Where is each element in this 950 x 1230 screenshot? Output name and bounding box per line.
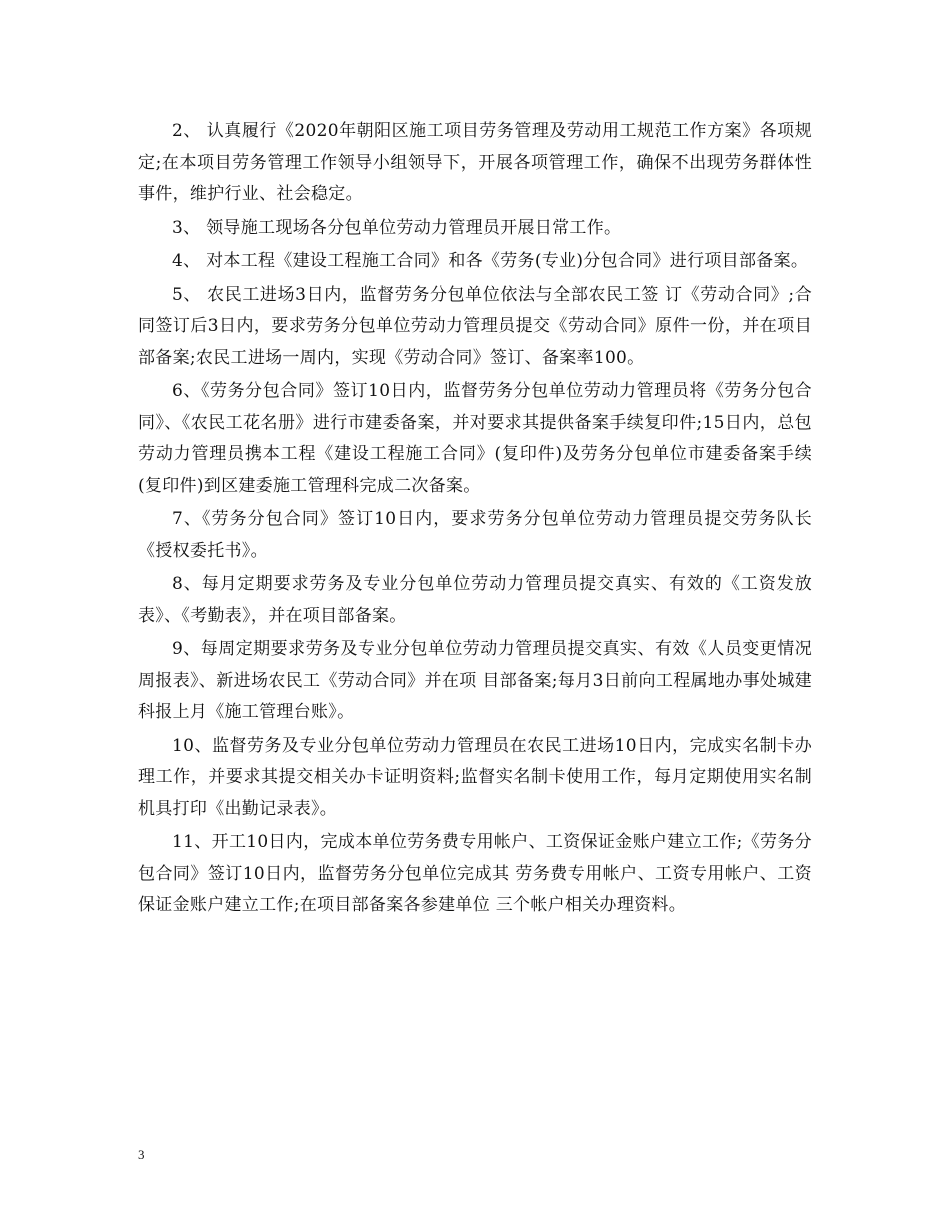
document-body	[138, 116, 812, 924]
paragraph-item-7: 7、《劳务分包合同》签订10日内，要求劳务分包单位劳动力管理员提交劳务队长《授权委托书》。	[138, 509, 812, 561]
paragraph-item-11: 11、开工10日内，完成本单位劳务费专用帐户、工资保证金账户建立工作;《劳务分包合同》签订10日内，监督劳务分包单位完成其 劳务费专用帐户、工资专用帐户、工资保证金账户建立工作;在项目部备案各参建单位 三个帐户相关办理资料。	[138, 832, 812, 915]
paragraph-item-9: 9、每周定期要求劳务及专业分包单位劳动力管理员提交真实、有效《人员变更情况周报表》、新进场农民工《劳动合同》并在项 目部备案;每月3日前向工程属地办事处城建科报上月《施工管理台账》。	[138, 639, 812, 722]
paragraph-item-3: 3、 领导施工现场各分包单位劳动力管理员开展日常工作。	[172, 217, 622, 238]
paragraph-item-5: 5、 农民工进场3日内，监督劳务分包单位依法与全部农民工签 订《劳动合同》;合同签订后3日内，要求劳务分包单位劳动力管理员提交《劳动合同》原件一份，并在项目部备案;农民工进场一周内，实现《劳动合同》签订、备案率100。	[138, 284, 812, 368]
paragraph-item-10: 10、监督劳务及专业分包单位劳动力管理员在农民工进场10日内，完成实名制卡办理工作，并要求其提交相关办卡证明资料;监督实名制卡使用工作，每月定期使用实名制机具打印《出勤记录表》。	[138, 735, 812, 819]
paragraph-item-2: 2、 认真履行《2020年朝阳区施工项目劳务管理及劳动用工规范工作方案》各项规定;在本项目劳务管理工作领导小组领导下，开展各项管理工作，确保不出现劳务群体性事件，维护行业、社会稳定。	[138, 121, 812, 204]
paragraph-item-6: 6、《劳务分包合同》签订10日内，监督劳务分包单位劳动力管理员将《劳务分包合同》、《农民工花名册》进行市建委备案，并对要求其提供备案手续复印件;15日内，总包劳动力管理员携本工程《建设工程施工合同》(复印件)及劳务分包单位市建委备案手续(复印件)到区建委施工管理科完成二次备案。	[138, 381, 812, 496]
page-number: 3	[138, 1147, 145, 1162]
paragraph-item-8: 8、每月定期要求劳务及专业分包单位劳动力管理员提交真实、有效的《工资发放表》、《考勤表》，并在项目部备案。	[138, 574, 812, 626]
paragraph-item-4: 4、 对本工程《建设工程施工合同》和各《劳务(专业)分包合同》进行项目部备案。	[172, 251, 809, 271]
